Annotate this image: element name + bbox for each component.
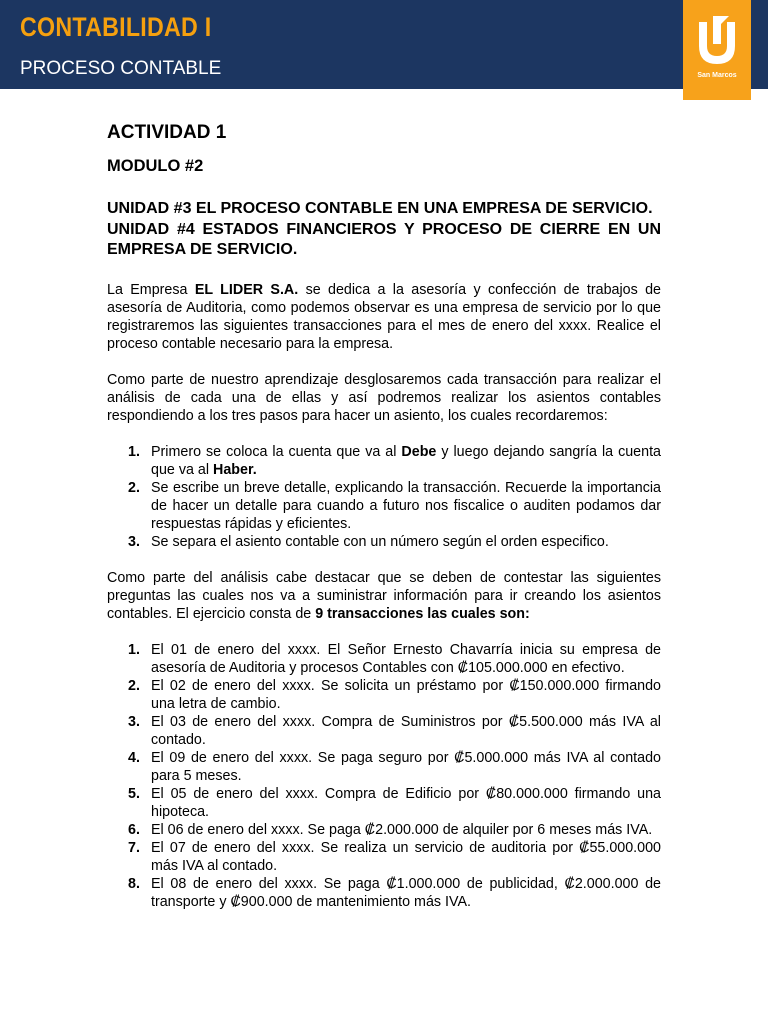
transaction-text: El 03 de enero del xxxx. Compra de Suministros por ₡5.500.000 más IVA al contado. xyxy=(151,713,661,748)
list-number: 1. xyxy=(128,641,140,658)
questions-bold-text: 9 transacciones las cuales son: xyxy=(315,605,530,622)
list-number: 2. xyxy=(128,479,140,496)
u-logo-icon xyxy=(695,16,739,66)
step-text: Primero se coloca la cuenta que va al xyxy=(151,443,402,460)
step-text: Se escribe un breve detalle, explicando la transacción. Recuerde la importancia de hacer un detalle para cuando a futuro nos fiscalice o auditen podamos dar respuestas rápidas y eficientes. xyxy=(151,479,661,532)
questions-text: Como parte del análisis cabe destacar que se deben de contestar las siguientes preguntas las cuales nos va a suministrar información para ir creando los asientos contables. El ejercicio consta de xyxy=(107,569,661,622)
course-title: CONTABILIDAD I xyxy=(20,12,212,42)
steps-list xyxy=(107,443,661,551)
list-item xyxy=(107,839,661,875)
list-item xyxy=(107,821,661,839)
list-number: 6. xyxy=(128,821,140,838)
step-bold-debe: Debe xyxy=(401,443,437,460)
header-bar xyxy=(0,0,768,89)
transaction-text: El 01 de enero del xxxx. El Señor Ernesto Chavarría inicia su empresa de asesoría de Auditoria y procesos Contables con ₡105.000.000 en efectivo. xyxy=(151,641,661,676)
transaction-text: El 06 de enero del xxxx. Se paga ₡2.000.000 de alquiler por 6 meses más IVA. xyxy=(151,821,653,838)
transaction-text: El 07 de enero del xxxx. Se realiza un servicio de auditoria por ₡55.000.000 más IVA al contado. xyxy=(151,839,661,874)
list-number: 1. xyxy=(128,443,140,460)
intro-text-c: se dedica a la asesoría y confección de trabajos de asesoría de Auditoria, como podemos observar es una empresa de servicio por lo que registraremos las siguientes transacciones para el mes de enero del xxxx. Realice el proceso contable necesario para la empresa. xyxy=(107,281,661,352)
list-item xyxy=(107,749,661,785)
company-name: EL LIDER S.A. xyxy=(194,281,299,298)
list-item xyxy=(107,785,661,821)
transaction-text: El 09 de enero del xxxx. Se paga seguro por ₡5.000.000 más IVA al contado para 5 meses. xyxy=(151,749,661,784)
list-number: 3. xyxy=(128,533,140,550)
list-number: 5. xyxy=(128,785,140,802)
course-subtitle: PROCESO CONTABLE xyxy=(20,58,222,79)
list-item xyxy=(107,641,661,677)
university-logo xyxy=(683,0,751,100)
questions-paragraph xyxy=(107,569,661,623)
list-number: 4. xyxy=(128,749,140,766)
list-number: 3. xyxy=(128,713,140,730)
list-item xyxy=(107,533,661,551)
module-title: MODULO #2 xyxy=(107,157,204,175)
unit-3-heading: UNIDAD #3 EL PROCESO CONTABLE EN UNA EMPRESA DE SERVICIO. xyxy=(107,200,653,217)
analysis-paragraph: Como parte de nuestro aprendizaje desglosaremos cada transacción para realizar el análisis de cada una de ellas y así podremos realizar los asientos contables respondiendo a los tres pasos para hacer un asiento, los cuales recordaremos: xyxy=(107,371,661,424)
units-heading xyxy=(107,199,661,261)
step-text: y luego dejando sangría la cuenta que va al xyxy=(151,443,661,478)
transaction-text: El 08 de enero del xxxx. Se paga ₡1.000.000 de publicidad, ₡2.000.000 de transporte y ₡900.000 de mantenimiento más IVA. xyxy=(151,875,661,910)
logo-text: San Marcos xyxy=(697,72,737,79)
document-body xyxy=(107,122,661,911)
list-number: 2. xyxy=(128,677,140,694)
intro-text-a: La Empresa xyxy=(107,281,195,298)
unit-4-heading: UNIDAD #4 ESTADOS FINANCIEROS Y PROCESO DE CIERRE EN UN EMPRESA DE SERVICIO. xyxy=(107,220,661,258)
transactions-list xyxy=(107,641,661,911)
list-item xyxy=(107,443,661,479)
list-item xyxy=(107,875,661,911)
list-item xyxy=(107,713,661,749)
transaction-text: El 02 de enero del xxxx. Se solicita un préstamo por ₡150.000.000 firmando una letra de cambio. xyxy=(151,677,661,712)
list-number: 7. xyxy=(128,839,140,856)
list-number: 8. xyxy=(128,875,140,892)
list-item xyxy=(107,479,661,533)
activity-title: ACTIVIDAD 1 xyxy=(107,122,227,143)
intro-paragraph xyxy=(107,281,661,353)
transaction-text: El 05 de enero del xxxx. Compra de Edificio por ₡80.000.000 firmando una hipoteca. xyxy=(151,785,661,820)
step-bold-haber: Haber. xyxy=(213,461,257,478)
list-item xyxy=(107,677,661,713)
step-text: Se separa el asiento contable con un número según el orden especifico. xyxy=(151,533,609,550)
